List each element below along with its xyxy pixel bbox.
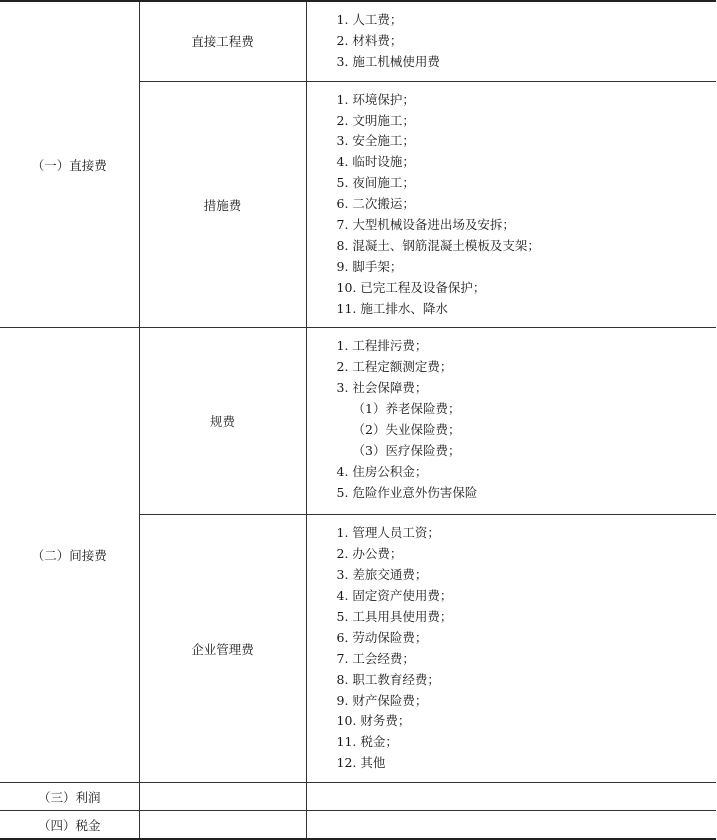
category-cell: （二）间接费 bbox=[0, 328, 139, 783]
table-row bbox=[0, 328, 716, 515]
list-item: （2）失业保险费； bbox=[352, 422, 461, 438]
list-item: 12. 其他 bbox=[336, 755, 386, 771]
list-item: 1. 管理人员工资； bbox=[336, 525, 440, 541]
list-item: （1）养老保险费； bbox=[352, 401, 461, 417]
item-list bbox=[337, 10, 717, 73]
list-item: 9. 财产保险费； bbox=[336, 692, 428, 708]
category-cell: （四）税金 bbox=[0, 811, 139, 840]
list-item: 5. 危险作业意外伤害保险 bbox=[336, 484, 478, 500]
list-item: 1. 环境保护； bbox=[336, 91, 415, 107]
list-item: 5. 夜间施工； bbox=[336, 175, 415, 191]
table-row bbox=[0, 783, 716, 811]
items-cell bbox=[306, 1, 716, 81]
list-item: 6. 二次搬运； bbox=[336, 196, 415, 212]
empty-cell bbox=[139, 783, 306, 811]
subcategory-cell: 规费 bbox=[139, 328, 306, 515]
item-list bbox=[337, 336, 717, 503]
list-item: 8. 混凝土、钢筋混凝土模板及支架； bbox=[336, 237, 540, 253]
list-item: 3. 差旅交通费； bbox=[336, 567, 428, 583]
list-item: 4. 固定资产使用费； bbox=[336, 588, 453, 604]
list-item: 7. 工会经费； bbox=[336, 650, 415, 666]
list-item: 5. 工具用具使用费； bbox=[336, 609, 453, 625]
empty-cell bbox=[139, 811, 306, 840]
subcategory-cell: 企业管理费 bbox=[139, 515, 306, 783]
list-item: 3. 安全施工； bbox=[336, 133, 415, 149]
list-item: 9. 脚手架； bbox=[336, 258, 403, 274]
list-item: 2. 办公费； bbox=[336, 546, 403, 562]
category-cell: （三）利润 bbox=[0, 783, 139, 811]
list-item: 4. 住房公积金； bbox=[336, 463, 428, 479]
list-item: 3. 社会保障费； bbox=[336, 380, 428, 396]
list-item: 8. 职工教育经费； bbox=[336, 671, 440, 687]
list-item: 1. 人工费； bbox=[336, 12, 403, 27]
list-item: 11. 施工排水、降水 bbox=[336, 300, 448, 316]
list-item: 1. 工程排污费； bbox=[336, 338, 428, 354]
list-item: 7. 大型机械设备进出场及安拆； bbox=[336, 217, 515, 233]
list-item: 4. 临时设施； bbox=[336, 154, 415, 170]
list-item: （3）医疗保险费； bbox=[352, 442, 461, 458]
items-cell bbox=[306, 81, 716, 328]
items-cell bbox=[306, 328, 716, 515]
table-row bbox=[0, 811, 716, 840]
list-item: 3. 施工机械使用费 bbox=[336, 53, 440, 69]
list-item: 10. 已完工程及设备保护； bbox=[336, 279, 486, 295]
subcategory-cell: 措施费 bbox=[139, 81, 306, 328]
list-item: 10. 财务费； bbox=[336, 713, 411, 729]
list-item: 2. 文明施工； bbox=[336, 112, 415, 128]
subcategory-cell: 直接工程费 bbox=[139, 1, 306, 81]
list-item: 2. 工程定额测定费； bbox=[336, 359, 453, 375]
items-cell bbox=[306, 515, 716, 783]
empty-cell bbox=[306, 811, 716, 840]
empty-cell bbox=[306, 783, 716, 811]
category-cell: （一）直接费 bbox=[0, 1, 139, 328]
table-row bbox=[0, 1, 716, 81]
list-item: 11. 税金； bbox=[336, 734, 398, 750]
list-item: 6. 劳动保险费； bbox=[336, 629, 428, 645]
item-list bbox=[337, 523, 717, 774]
item-list bbox=[337, 90, 717, 320]
list-item: 2. 材料费； bbox=[336, 32, 403, 48]
